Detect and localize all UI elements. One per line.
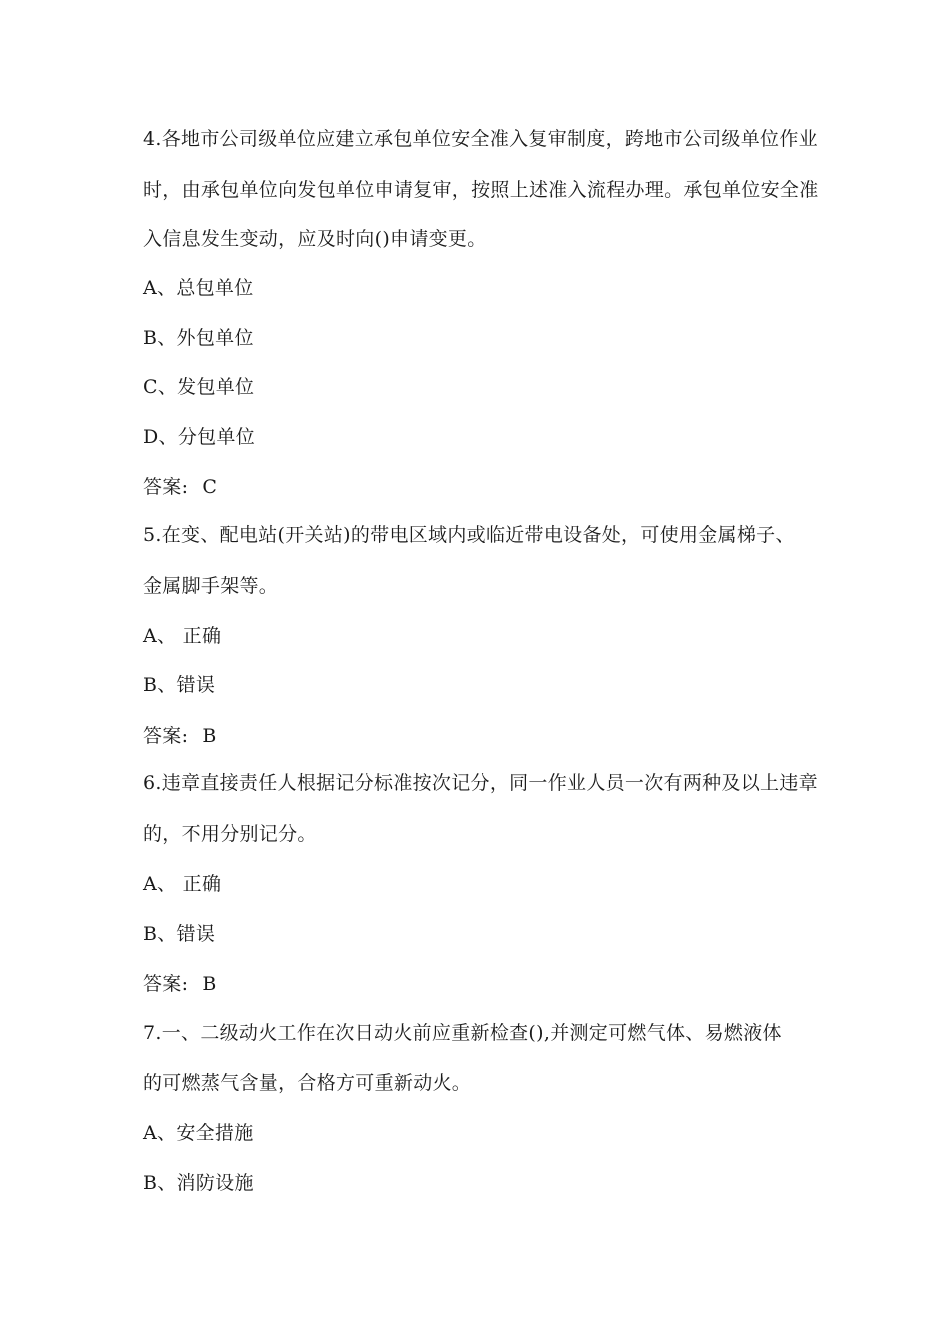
- question-5-answer: [143, 724, 217, 748]
- question-4-stem-line-1: 4.各地市公司级单位应建立承包单位安全准入复审制度，跨地市公司级单位作业: [143, 128, 818, 150]
- question-5-option-a: A、 正确: [143, 625, 222, 647]
- question-4-stem-line-3: 入信息发生变动，应及时向()申请变更。: [143, 228, 487, 250]
- question-6-stem-line-2: 的，不用分别记分。: [143, 823, 317, 845]
- question-4-option-d: D、分包单位: [143, 426, 256, 448]
- answer-value: B: [202, 725, 217, 747]
- question-6-answer: [143, 972, 217, 996]
- question-6-stem-line-1: 6.违章直接责任人根据记分标准按次记分，同一作业人员一次有两种及以上违章: [143, 772, 818, 794]
- answer-value: C: [202, 476, 218, 498]
- question-7-option-b: B、消防设施: [143, 1172, 254, 1194]
- question-5-option-b: B、错误: [143, 674, 216, 696]
- answer-value: B: [202, 973, 217, 995]
- question-6-option-b: B、错误: [143, 923, 216, 945]
- question-4-answer: [143, 475, 217, 499]
- question-5-stem-line-2: 金属脚手架等。: [143, 575, 279, 597]
- question-7-stem-line-2: 的可燃蒸气含量，合格方可重新动火。: [143, 1072, 472, 1094]
- answer-label: 答案:: [143, 725, 189, 747]
- question-4-option-c: C、发包单位: [143, 376, 255, 398]
- question-6-option-a: A、 正确: [143, 873, 222, 895]
- answer-label: 答案:: [143, 476, 189, 498]
- question-7-option-a: A、安全措施: [143, 1122, 254, 1144]
- question-4-option-b: B、外包单位: [143, 327, 254, 349]
- answer-label: 答案:: [143, 973, 189, 995]
- question-4-stem-line-2: 时，由承包单位向发包单位申请复审，按照上述准入流程办理。承包单位安全准: [143, 179, 819, 201]
- question-5-stem-line-1: 5.在变、配电站(开关站)的带电区域内或临近带电设备处，可使用金属梯子、: [143, 524, 795, 546]
- question-7-stem-line-1: 7.一、二级动火工作在次日动火前应重新检查(),并测定可燃气体、易燃液体: [143, 1022, 782, 1044]
- question-4-option-a: A、总包单位: [143, 277, 254, 299]
